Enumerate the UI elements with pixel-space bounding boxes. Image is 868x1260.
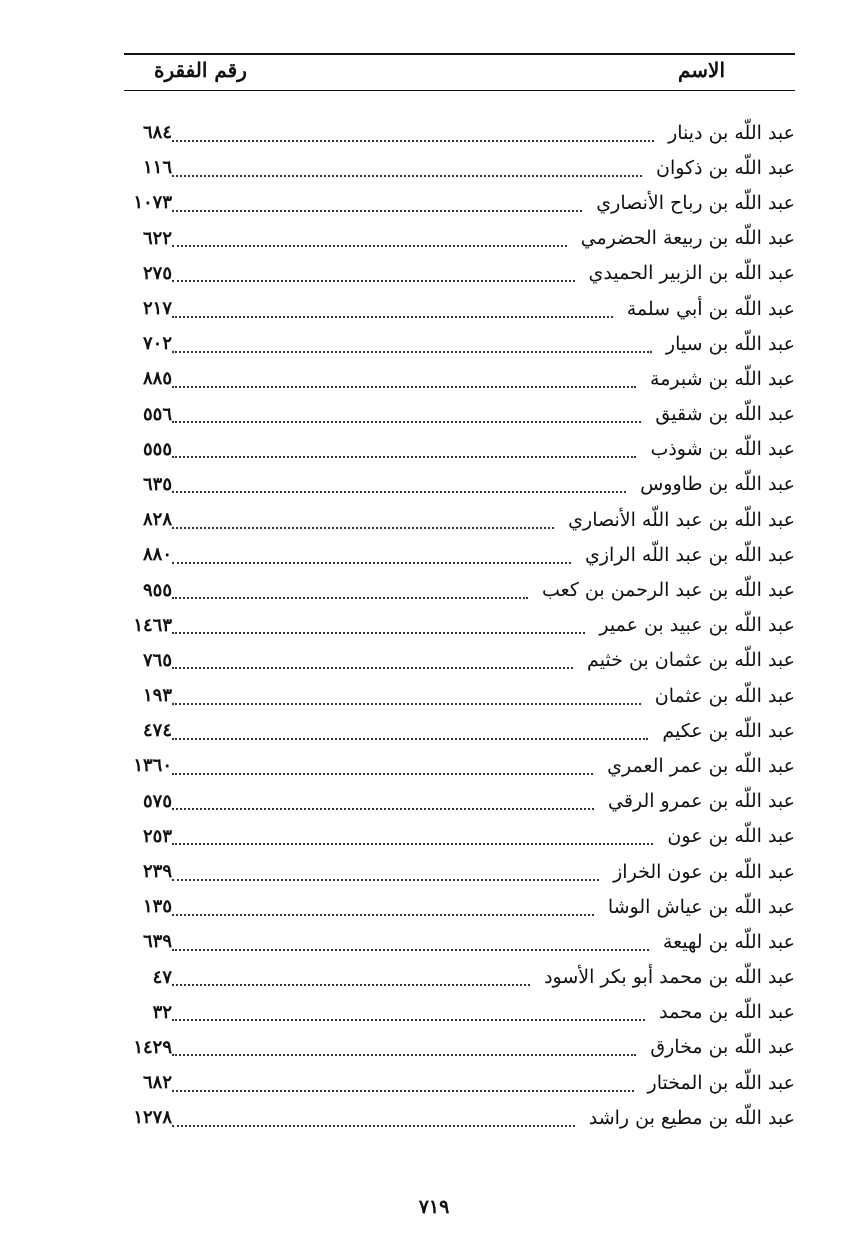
entry-name: عبد اللّه بن أبي سلمة bbox=[619, 298, 795, 320]
entry-paragraph-number: ٤٧ bbox=[152, 966, 172, 988]
entry-paragraph-number: ٤٧٤ bbox=[142, 720, 172, 742]
table-header bbox=[124, 56, 795, 88]
entry-paragraph-number: ٨٨٥ bbox=[142, 368, 172, 390]
entry-paragraph-number: ١٢٧٨ bbox=[133, 1107, 172, 1129]
index-entry bbox=[124, 467, 795, 502]
index-entry bbox=[124, 643, 795, 678]
entry-name: عبد اللّه بن عياش الوشا bbox=[600, 896, 795, 918]
dot-leader bbox=[172, 894, 594, 916]
entry-name: عبد اللّه بن شقيق bbox=[647, 403, 795, 425]
entry-name: عبد اللّه بن ربيعة الحضرمي bbox=[573, 227, 795, 249]
entry-paragraph-number: ٧٦٥ bbox=[142, 649, 172, 671]
dot-leader bbox=[172, 296, 613, 318]
entry-paragraph-number: ٧٠٢ bbox=[142, 333, 172, 355]
entry-paragraph-number: ١٤٢٩ bbox=[133, 1036, 172, 1058]
index-entry bbox=[124, 678, 795, 713]
dot-leader bbox=[172, 823, 653, 845]
header-bottom-rule bbox=[124, 90, 795, 91]
entry-name: عبد اللّه بن مطيع بن راشد bbox=[581, 1107, 795, 1129]
index-entry bbox=[124, 608, 795, 643]
entry-name: عبد اللّه بن عبد اللّه الرازي bbox=[577, 544, 795, 566]
index-entry bbox=[124, 397, 795, 432]
entry-paragraph-number: ٥٧٥ bbox=[142, 790, 172, 812]
dot-leader bbox=[172, 120, 654, 142]
header-top-rule bbox=[124, 53, 795, 55]
entry-paragraph-number: ١٠٧٣ bbox=[133, 192, 172, 214]
entry-name: عبد اللّه بن شوذب bbox=[642, 438, 795, 460]
index-entry bbox=[124, 326, 795, 361]
entry-paragraph-number: ٣٢ bbox=[152, 1001, 172, 1023]
index-entry bbox=[124, 1065, 795, 1100]
index-entry bbox=[124, 1030, 795, 1065]
entry-name: عبد اللّه بن عبد اللّه الأنصاري bbox=[560, 509, 795, 531]
index-entry bbox=[124, 713, 795, 748]
entry-name: عبد اللّه بن عون bbox=[659, 825, 795, 847]
dot-leader bbox=[172, 683, 641, 705]
entry-name: عبد اللّه بن عمر العمري bbox=[599, 755, 795, 777]
dot-leader bbox=[172, 155, 642, 177]
dot-leader bbox=[172, 1034, 636, 1056]
entry-paragraph-number: ٢١٧ bbox=[142, 298, 172, 320]
dot-leader bbox=[172, 577, 528, 599]
entry-name: عبد اللّه بن سيار bbox=[658, 333, 795, 355]
entry-paragraph-number: ٩٥٥ bbox=[142, 579, 172, 601]
dot-leader bbox=[172, 788, 594, 810]
entry-paragraph-number: ١٤٦٣ bbox=[133, 614, 172, 636]
entry-name: عبد اللّه بن المختار bbox=[640, 1072, 795, 1094]
entry-paragraph-number: ٥٥٥ bbox=[142, 438, 172, 460]
number-column-header: رقم الفقرة bbox=[154, 58, 247, 82]
index-entry bbox=[124, 537, 795, 572]
index-entry bbox=[124, 291, 795, 326]
entry-name: عبد اللّه بن لهيعة bbox=[655, 931, 795, 953]
index-entry bbox=[124, 432, 795, 467]
index-entries bbox=[124, 115, 795, 1135]
dot-leader bbox=[172, 401, 641, 423]
entry-paragraph-number: ٨٨٠ bbox=[142, 544, 172, 566]
dot-leader bbox=[172, 436, 636, 458]
entry-paragraph-number: ٥٥٦ bbox=[142, 403, 172, 425]
entry-paragraph-number: ٦٢٢ bbox=[142, 227, 172, 249]
entry-paragraph-number: ١٩٣ bbox=[142, 685, 172, 707]
dot-leader bbox=[172, 225, 567, 247]
entry-name: عبد اللّه بن محمد bbox=[651, 1001, 795, 1023]
entry-paragraph-number: ٦٨٢ bbox=[142, 1072, 172, 1094]
dot-leader bbox=[172, 366, 636, 388]
dot-leader bbox=[172, 612, 585, 634]
entry-paragraph-number: ١٣٥ bbox=[142, 896, 172, 918]
entry-name: عبد اللّه بن عثمان بن خثيم bbox=[579, 649, 795, 671]
dot-leader bbox=[172, 859, 599, 881]
index-entry bbox=[124, 361, 795, 396]
entry-name: عبد اللّه بن عبد الرحمن بن كعب bbox=[534, 579, 795, 601]
index-entry bbox=[124, 502, 795, 537]
index-entry bbox=[124, 150, 795, 185]
entry-name: عبد اللّه بن عبيد بن عمير bbox=[591, 614, 795, 636]
dot-leader bbox=[172, 471, 626, 493]
entry-paragraph-number: ٢٥٣ bbox=[142, 825, 172, 847]
entry-name: عبد اللّه بن عثمان bbox=[647, 685, 795, 707]
index-entry bbox=[124, 256, 795, 291]
index-entry bbox=[124, 748, 795, 783]
entry-name: عبد اللّه بن عكيم bbox=[654, 720, 795, 742]
dot-leader bbox=[172, 260, 575, 282]
entry-name: عبد اللّه بن طاووس bbox=[632, 473, 795, 495]
dot-leader bbox=[172, 753, 593, 775]
page-number: ٧١٩ bbox=[418, 1196, 450, 1218]
index-entry bbox=[124, 1100, 795, 1135]
index-entry bbox=[124, 115, 795, 150]
index-entry bbox=[124, 854, 795, 889]
entry-name: عبد اللّه بن شبرمة bbox=[642, 368, 795, 390]
dot-leader bbox=[172, 1070, 634, 1092]
entry-paragraph-number: ١٣٦٠ bbox=[133, 755, 172, 777]
entry-paragraph-number: ٦٨٤ bbox=[142, 122, 172, 144]
entry-name: عبد اللّه بن دينار bbox=[660, 122, 795, 144]
entry-paragraph-number: ٨٢٨ bbox=[142, 509, 172, 531]
entry-name: عبد اللّه بن رباح الأنصاري bbox=[588, 192, 795, 214]
entry-paragraph-number: ٦٣٥ bbox=[142, 473, 172, 495]
index-entry bbox=[124, 889, 795, 924]
dot-leader bbox=[172, 647, 573, 669]
dot-leader bbox=[172, 190, 582, 212]
entry-name: عبد اللّه بن محمد أبو بكر الأسود bbox=[536, 966, 795, 988]
entry-paragraph-number: ٢٧٥ bbox=[142, 262, 172, 284]
entry-name: عبد اللّه بن مخارق bbox=[642, 1036, 795, 1058]
dot-leader bbox=[172, 929, 649, 951]
index-entry bbox=[124, 221, 795, 256]
dot-leader bbox=[172, 718, 648, 740]
index-entry bbox=[124, 819, 795, 854]
dot-leader bbox=[172, 1105, 575, 1127]
entry-paragraph-number: ١١٦ bbox=[142, 157, 172, 179]
entry-paragraph-number: ٢٣٩ bbox=[142, 861, 172, 883]
entry-name: عبد اللّه بن عمرو الرقي bbox=[600, 790, 795, 812]
entry-paragraph-number: ٦٣٩ bbox=[142, 931, 172, 953]
dot-leader bbox=[172, 331, 652, 353]
index-entry bbox=[124, 960, 795, 995]
index-entry bbox=[124, 784, 795, 819]
index-entry bbox=[124, 995, 795, 1030]
dot-leader bbox=[172, 507, 554, 529]
index-entry bbox=[124, 185, 795, 220]
entry-name: عبد اللّه بن عون الخراز bbox=[605, 861, 795, 883]
dot-leader bbox=[172, 542, 571, 564]
index-entry bbox=[124, 924, 795, 959]
index-entry bbox=[124, 572, 795, 607]
entry-name: عبد اللّه بن ذكوان bbox=[648, 157, 795, 179]
entry-name: عبد اللّه بن الزبير الحميدي bbox=[581, 262, 795, 284]
dot-leader bbox=[172, 964, 530, 986]
name-column-header: الاسم bbox=[677, 58, 725, 82]
dot-leader bbox=[172, 999, 645, 1021]
